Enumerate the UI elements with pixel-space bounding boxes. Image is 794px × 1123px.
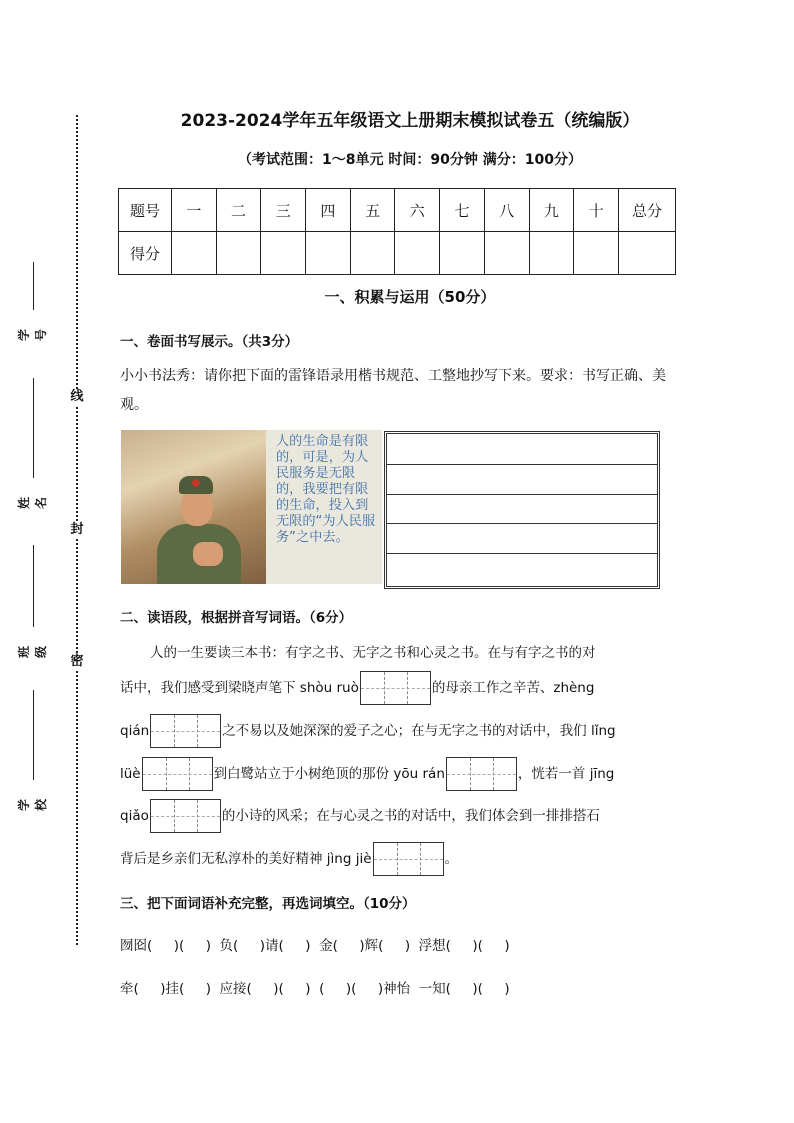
- copy-writing-area[interactable]: [384, 431, 660, 589]
- passage-text: 之不易以及她深深的爱子之心；在与无字之书的对话中，我们 lǐng: [222, 723, 616, 739]
- passage-line: [120, 671, 594, 705]
- lei-feng-quote: 人的生命是有限的，可是，为人民服务是无限的，我要把有限的生命，投入到无限的“为人民服务”之中去。: [276, 434, 376, 545]
- passage-text: qián: [120, 723, 150, 739]
- answer-box[interactable]: [446, 757, 517, 791]
- binding-mark-seal: 封: [70, 522, 84, 537]
- score-table-score-row: [119, 232, 676, 275]
- passage-text: qiǎo: [120, 808, 149, 824]
- header-cell: 四: [306, 189, 351, 232]
- header-cell: 二: [216, 189, 261, 232]
- score-cell[interactable]: [172, 232, 217, 275]
- passage-line: [120, 842, 458, 876]
- score-table: [118, 188, 676, 275]
- header-cell: 十: [574, 189, 619, 232]
- idiom-line[interactable]: 牵( )挂( ) 应接( )( ) ( )( )神怡 一知( )( ): [120, 981, 510, 997]
- passage-text: 到白鹭站立于小树绝顶的那份 yōu rán: [213, 766, 445, 782]
- passage-line: [120, 799, 600, 833]
- score-cell[interactable]: [216, 232, 261, 275]
- question-3-title: 三、把下面词语补充完整，再选词填空。（10分）: [120, 896, 416, 912]
- score-row-label: 得分: [119, 232, 172, 275]
- student-id-label: 学号: [17, 329, 48, 342]
- score-cell[interactable]: [484, 232, 529, 275]
- score-cell[interactable]: [619, 232, 676, 275]
- school-label: 学校: [17, 799, 48, 812]
- header-cell: 题号: [119, 189, 172, 232]
- header-cell: 八: [484, 189, 529, 232]
- lei-feng-portrait-image: [121, 430, 266, 584]
- page-title: 2023-2024学年五年级语文上册期末模拟试卷五（统编版）: [180, 111, 640, 131]
- header-cell: 九: [529, 189, 574, 232]
- class-label: 班级: [17, 646, 48, 659]
- answer-box[interactable]: [360, 671, 431, 705]
- binding-mark-line: 线: [70, 389, 84, 404]
- score-cell[interactable]: [350, 232, 395, 275]
- question-1-title: 一、卷面书写展示。（共3分）: [120, 334, 299, 350]
- passage-text: lüè: [120, 766, 141, 782]
- score-table-header-row: [119, 189, 676, 232]
- score-cell[interactable]: [529, 232, 574, 275]
- header-cell: 五: [350, 189, 395, 232]
- score-cell[interactable]: [440, 232, 485, 275]
- passage-text: 的小诗的风采；在与心灵之书的对话中，我们体会到一排排搭石: [221, 808, 600, 824]
- score-cell[interactable]: [395, 232, 440, 275]
- exam-info: （考试范围：1～8单元 时间：90分钟 满分：100分）: [238, 152, 582, 168]
- passage-line: 人的一生要读三本书：有字之书、无字之书和心灵之书。在与有字之书的对: [150, 645, 596, 661]
- idiom-line[interactable]: 囫囵( )( ) 负( )请( ) 金( )辉( ) 浮想( )( ): [120, 938, 510, 954]
- header-cell: 六: [395, 189, 440, 232]
- section-title: 一、积累与运用（50分）: [324, 288, 496, 306]
- passage-line: [120, 714, 616, 748]
- answer-box[interactable]: [373, 842, 444, 876]
- name-label: 姓名: [17, 497, 48, 510]
- answer-box[interactable]: [150, 799, 221, 833]
- name-field[interactable]: [17, 378, 48, 518]
- header-cell: 七: [440, 189, 485, 232]
- score-cell[interactable]: [574, 232, 619, 275]
- header-cell: 三: [261, 189, 306, 232]
- binding-mark-secret: 密: [70, 654, 84, 669]
- passage-line: [120, 757, 614, 791]
- question-1-instruction: 小小书法秀：请你把下面的雷锋语录用楷书规范、工整地抄写下来。要求：书写正确、美观。: [120, 368, 666, 413]
- score-cell[interactable]: [261, 232, 306, 275]
- score-cell[interactable]: [306, 232, 351, 275]
- passage-text: 话中，我们感受到梁晓声笔下 shòu ruò: [120, 680, 359, 696]
- passage-text: ，恍若一首 jīng: [517, 766, 615, 782]
- class-field[interactable]: [17, 545, 48, 665]
- school-field[interactable]: [17, 690, 48, 820]
- header-cell: 总分: [619, 189, 676, 232]
- passage-text: 。: [444, 851, 459, 867]
- passage-text: 的母亲工作之辛苦、zhèng: [431, 680, 595, 696]
- answer-box[interactable]: [142, 757, 213, 791]
- passage-text: 背后是乡亲们无私淳朴的美好精神 jìng jiè: [120, 851, 372, 867]
- header-cell: 一: [172, 189, 217, 232]
- student-id-field[interactable]: [17, 262, 48, 352]
- question-2-title: 二、读语段，根据拼音写词语。（6分）: [120, 610, 353, 626]
- answer-box[interactable]: [150, 714, 221, 748]
- quote-card: [266, 430, 382, 584]
